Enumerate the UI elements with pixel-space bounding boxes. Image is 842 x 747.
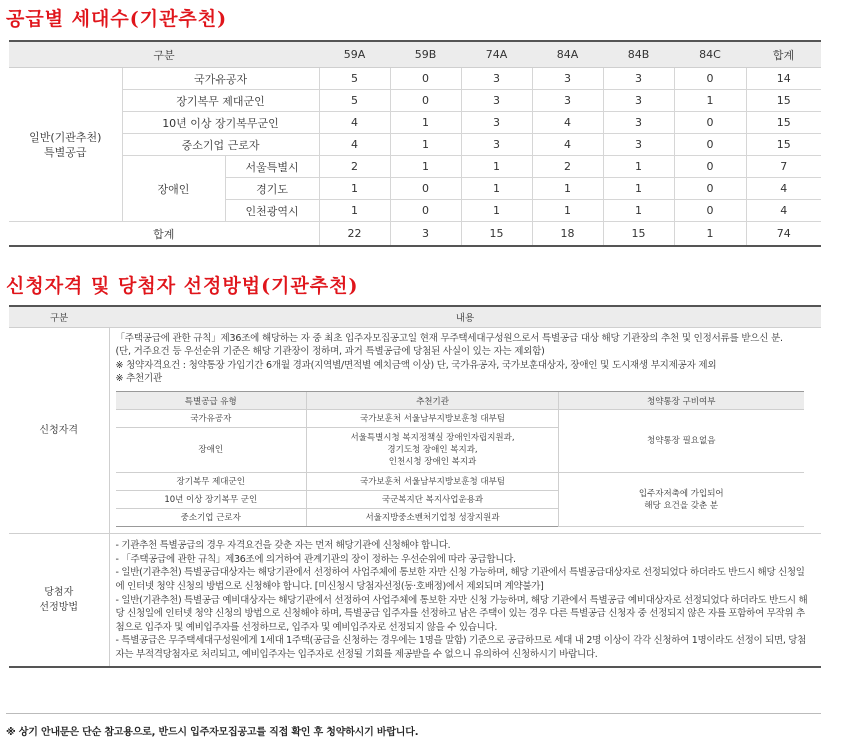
inner-header-org: 추천기관	[307, 392, 559, 410]
supply-cell: 1	[319, 178, 390, 200]
total-cell: 15	[461, 222, 532, 247]
inner-org: 국가보훈처 서울남부지방보훈청 대부팀	[307, 473, 559, 491]
supply-cell: 0	[674, 112, 746, 134]
total-cell: 3	[390, 222, 461, 247]
total-cell: 15	[603, 222, 674, 247]
inner-type: 중소기업 근로자	[116, 509, 307, 527]
winner-line: - 기관추천 특별공급의 경우 자격요건을 갖춘 자는 먼저 해당기관에 신청해야 합니다.	[115, 540, 451, 552]
supply-cell: 0	[390, 68, 461, 90]
supply-cell: 3	[603, 68, 674, 90]
supply-cell: 3	[532, 68, 603, 90]
inner-header-bank: 청약통장 구비여부	[559, 392, 804, 410]
supply-cell: 0	[674, 134, 746, 156]
qualification-label: 신청자격	[9, 328, 109, 534]
supply-row	[9, 90, 821, 112]
supply-row	[9, 134, 821, 156]
supply-cell: 7	[746, 156, 821, 178]
header-84a: 84A	[532, 41, 603, 68]
winner-line: - 「주택공급에 관한 규칙」제36조에 의거하여 관계기관의 장이 정하는 우선순위에 따라 공급합니다.	[115, 553, 516, 565]
inner-type: 장기복무 제대군인	[116, 473, 307, 491]
supply-row	[9, 156, 821, 178]
total-cell: 1	[674, 222, 746, 247]
inner-org: 국군복지단 복지사업운용과	[307, 491, 559, 509]
header-84b: 84B	[603, 41, 674, 68]
supply-row	[9, 112, 821, 134]
inner-row	[116, 410, 804, 428]
supply-cell: 4	[319, 112, 390, 134]
supply-cell: 4	[746, 200, 821, 222]
supply-cell: 4	[319, 134, 390, 156]
row-label: 국가유공자	[122, 68, 319, 90]
header-59a: 59A	[319, 41, 390, 68]
supply-cell: 1	[603, 200, 674, 222]
header-74a: 74A	[461, 41, 532, 68]
supply-cell: 0	[674, 68, 746, 90]
header-59b: 59B	[390, 41, 461, 68]
supply-cell: 4	[532, 112, 603, 134]
supply-total-row	[9, 222, 821, 247]
header-category: 구분	[9, 41, 319, 68]
supply-cell: 3	[461, 90, 532, 112]
section-title-method: 신청자격 및 당첨자 선정방법(기관추천)	[6, 275, 359, 297]
header-84c: 84C	[674, 41, 746, 68]
qualification-text	[110, 328, 822, 387]
winner-selection-text	[110, 534, 822, 665]
recommend-org-table	[116, 391, 804, 527]
bank-requirement-required: 입주자저축에 가입되어 해당 요건을 갖춘 분	[559, 473, 804, 527]
supply-cell: 14	[746, 68, 821, 90]
supply-cell: 2	[532, 156, 603, 178]
inner-org: 서울특별시청 복지정책실 장애인자립지원과, 경기도청 장애인 복지과, 인천시청 장애인 복지과	[307, 428, 559, 473]
total-label: 합계	[9, 222, 319, 247]
inner-org: 서울지방중소벤처기업청 성장지원과	[307, 509, 559, 527]
supply-cell: 1	[390, 156, 461, 178]
qualification-line: ※ 추천기관	[115, 372, 162, 384]
winner-selection-row	[9, 534, 821, 667]
supply-cell: 1	[390, 112, 461, 134]
row-label: 경기도	[225, 178, 319, 200]
bank-requirement-none: 청약통장 필요없음	[559, 410, 804, 473]
supply-cell: 0	[674, 156, 746, 178]
supply-cell: 3	[603, 90, 674, 112]
winner-line: - 특별공급은 무주택세대구성원에게 1세대 1주택(공급을 신청하는 경우에는 1명을 말함) 기준으로 공급하므로 세대 내 2명 이상이 각각 신청하여 1명이라도 선정이 되면, 당첨자는 부적격당첨자로 처리되고, 예비입주자는 입주자로 선정될 기회를 제공받을 수 없으니 유의하여 신청하시기 바랍니다.	[115, 635, 807, 660]
qualification-content	[109, 328, 821, 534]
row-label: 장기복무 제대군인	[122, 90, 319, 112]
supply-cell: 0	[390, 178, 461, 200]
qualification-line: 「주택공급에 관한 규칙」제36조에 해당하는 자 중 최초 입주자모집공고일 현재 무주택세대구성원으로서 특별공급 대상 해당 기관장의 추천 및 인정서류를 받으신 분.	[115, 333, 783, 344]
supply-cell: 1	[390, 134, 461, 156]
section-title-supply: 공급별 세대수(기관추천)	[6, 8, 228, 30]
supply-cell: 1	[603, 178, 674, 200]
supply-cell: 5	[319, 68, 390, 90]
total-cell: 22	[319, 222, 390, 247]
supply-cell: 15	[746, 112, 821, 134]
header-total: 합계	[746, 41, 821, 68]
supply-cell: 5	[319, 90, 390, 112]
row-label: 인천광역시	[225, 200, 319, 222]
group-label: 일반(기관추천) 특별공급	[9, 68, 122, 222]
inner-header-type: 특별공급 유형	[116, 392, 307, 410]
method-header-category: 구분	[9, 306, 109, 328]
supply-cell: 1	[674, 90, 746, 112]
total-cell: 18	[532, 222, 603, 247]
supply-cell: 3	[461, 134, 532, 156]
supply-header-row	[9, 41, 821, 68]
supply-cell: 4	[532, 134, 603, 156]
winner-selection-label: 당첨자 선정방법	[9, 534, 109, 667]
method-header-content: 내용	[109, 306, 821, 328]
qualification-row	[9, 328, 821, 534]
supply-cell: 0	[390, 90, 461, 112]
supply-cell: 1	[461, 200, 532, 222]
method-table	[9, 305, 821, 668]
supply-cell: 15	[746, 90, 821, 112]
qualification-line: ※ 청약자격요건 : 청약통장 가입기간 6개월 경과(지역별/면적별 예치금액 이상) 단, 국가유공자, 국가보훈대상자, 장애인 및 도시재생 부지제공자 제외	[115, 359, 717, 371]
supply-cell: 2	[319, 156, 390, 178]
supply-row	[9, 68, 821, 90]
supply-cell: 1	[532, 178, 603, 200]
winner-selection-content	[109, 534, 821, 667]
supply-cell: 3	[603, 134, 674, 156]
supply-cell: 1	[532, 200, 603, 222]
supply-cell: 1	[603, 156, 674, 178]
supply-cell: 3	[461, 68, 532, 90]
winner-line: - 일반(기관추천) 특별공급 예비대상자는 해당기관에서 선정하여 사업주체에 통보한 자만 신청 가능하며, 해당 기관에서 특별공급 예비대상자로 선정되었다 하더라도 반드시 해당 신청일에 인터넷 청약 신청의 방법으로 신청해야 하며, 특별공급 입주자를 선정하고 남은 주택이 있는 경우 다른 특별공급 신청자 중 선정되지 않은 자를 포함하여 무작위 추첨으로 입주자 및 예비입주자를 선정하므로, 입주자 및 예비입주자로 선정되지 않을 수 있습니다.	[115, 594, 808, 633]
supply-cell: 3	[461, 112, 532, 134]
supply-cell: 1	[319, 200, 390, 222]
supply-table	[9, 40, 821, 247]
row-label: 서울특별시	[225, 156, 319, 178]
total-cell: 74	[746, 222, 821, 247]
supply-cell: 15	[746, 134, 821, 156]
footer-note: ※ 상기 안내문은 단순 참고용으로, 반드시 입주자모집공고를 직접 확인 후 청약하시기 바랍니다.	[6, 727, 419, 738]
row-label: 중소기업 근로자	[122, 134, 319, 156]
supply-cell: 4	[746, 178, 821, 200]
inner-type: 10년 이상 장기복무 군인	[116, 491, 307, 509]
inner-type: 장애인	[116, 428, 307, 473]
supply-cell: 1	[461, 156, 532, 178]
winner-line: - 일반(기관추천) 특별공급대상자는 해당기관에서 선정하여 사업주체에 통보한 자만 신청 가능하며, 해당 기관에서 특별공급대상자로 선정되었다 하더라도 반드시 해당 신청일에 인터넷 청약 신청의 방법으로 신청해야 합니다. [미신청시 당첨자선정(동·호배정)에서 제외되며 계약불가]	[115, 567, 805, 592]
inner-row	[116, 473, 804, 491]
disabled-label: 장애인	[122, 156, 225, 222]
row-label: 10년 이상 장기복무군인	[122, 112, 319, 134]
qualification-line: (단, 거주요건 등 우선순위 기준은 해당 기관장이 정하며, 과거 특별공급에 당첨된 사실이 있는 자는 제외함)	[115, 346, 545, 358]
supply-cell: 3	[603, 112, 674, 134]
supply-cell: 3	[532, 90, 603, 112]
supply-cell: 0	[674, 200, 746, 222]
footer-divider	[6, 713, 821, 714]
supply-cell: 0	[674, 178, 746, 200]
inner-type: 국가유공자	[116, 410, 307, 428]
inner-org: 국가보훈처 서울남부지방보훈청 대부팀	[307, 410, 559, 428]
supply-cell: 0	[390, 200, 461, 222]
supply-cell: 1	[461, 178, 532, 200]
